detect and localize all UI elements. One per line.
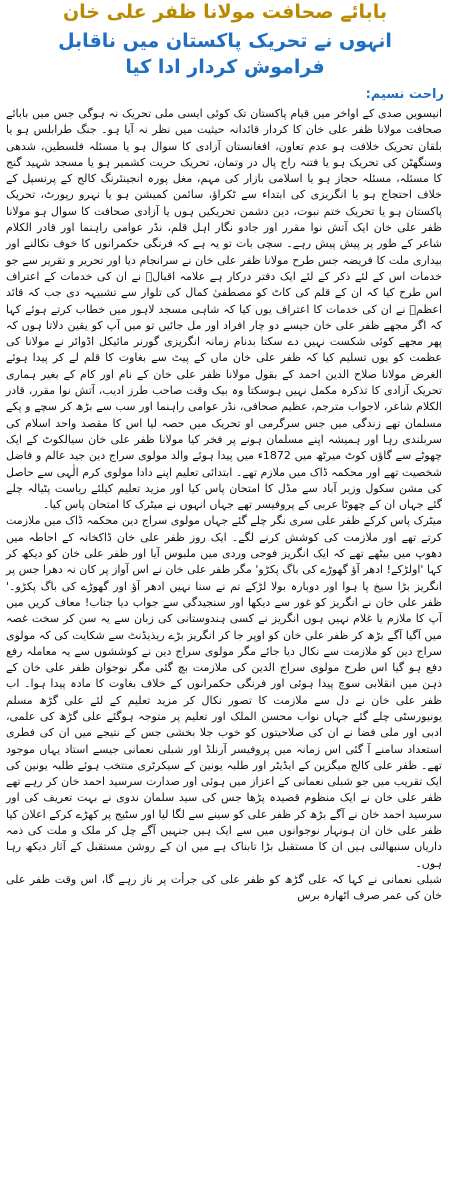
author-byline: راحت نسیم:	[365, 87, 444, 102]
headline-line-2: انہوں نے تحریک پاکستان میں ناقابل	[58, 30, 392, 52]
article-paragraph: شبلی نعمانی نے کہا کہ علی گڑھ کو ظفر علی کی جرأت پر ناز رہے گا، اس وقت ظفر علی خان کی عمر صرف اٹھارہ برس	[6, 872, 442, 903]
article-paragraph: میٹرک پاس کرکے ظفر علی سری نگر چلے گئے جہاں مولوی سراج دین محکمہ ڈاک میں ملازمت کرتے تھے اور ملازمت کی کوشش کرنے لگے۔ ایک روز ظفر علی خان ڈاکخانہ کے احاطہ میں دھوپ میں بیٹھے تھے کہ ایک انگریز فوجی وردی میں ملبوس آیا اور ظفر علی خان کو دیکھ کر کہا 'اولڑکے! ادھر آؤ گھوڑے کی باگ پکڑو' مگر ظفر علی خان نے اس آواز پر کان نہ دھرا جس پر انگریز بڑا سیخ پا ہوا اور دوبارہ بولا لڑکے تم نے سنا نہیں ادھر آؤ اور گھوڑے کی باگ پکڑو۔' ظفر علی خان نے انگریز کو غور سے دیکھا اور سنجیدگی سے جواب دیا جناب! معاف کریں میں آپ کا ملازم یا غلام نہیں ہوں انگریز نے کسی ہندوستانی کی زبان سے یہ سن کر سخت غصہ میں آگیا آگے بڑھ کر ظفر علی خان کو اوپر جا کر انگریز بڑے ریذیڈنٹ سے شکایت کی کہ مولوی سراج دین کو ملازمت سے نکال دیا جائے مگر مولوی سراج دین نے کوششوں سے یہ معاملہ رفع دفع ہو گیا اس طرح مولوی سراج الدین کی ملازمت بچ گئی مگر نوجوان ظفر علی خان کے ذہن میں انقلابی سوچ پیدا ہوئی اور فرنگی حکمرانوں کے خلاف بغاوت کا مادہ پیدا ہوا۔ اب ظفر علی خان نے دل سے ملازمت کا تصور نکال کر مزید تعلیم کے لئے علی گڑھ مسلم یونیورسٹی چلے گئے جہاں نواب محسن الملک اور تعلیم پر متوجہ ہوگئے علی گڑھ کی علمی، ادبی اور ملی فضا نے ان کی صلاحیتوں کو خوب جلا بخشی جس کے نتیجے میں ان کی فطری استعداد سامنے آ گئی اس زمانہ میں پروفیسر آرنلڈ اور شبلی نعمانی جیسے استاد یہاں موجود تھے۔ ظفر علی کالج میگزین کے ایڈیٹر اور طلبہ یونین کے سیکرٹری منتخب ہوئے طلبہ یونین کی ایک تقریب میں جو شبلی نعمانی کے اعزاز میں ہوئی اور صدارت سرسید احمد خان کر رہے تھے ظفر علی خان نے ایک منظوم قصیدہ پڑھا جس کی سید سلمان ندوی نے بہت تعریف کی اور سرسید احمد خان نے آگے بڑھ کر ظفر علی کو سینے سے لگا لیا اور سٹیج پر کھڑے کرکے اعلان کیا ظفر علی خان ان ہونہار نوجوانوں میں سے ایک ہیں جنہیں آگے چل کر ملک و ملت کی ذمہ داریاں سنبھالنی ہیں ان کا مستقبل بڑا تابناک ہے میں ان کے روشن مستقبل کے آثار دیکھ رہا ہوں۔	[6, 514, 442, 870]
article-paragraph: انیسویں صدی کے اواخر میں قیام پاکستان تک کوئی ایسی ملی تحریک نہ ہوگی جس میں بابائے صحافت مولانا ظفر علی خان کا کردار قائدانہ حیثیت میں نظر نہ آیا ہو۔ جنگ طرابلس ہو یا بلقان تحریک خلافت ہو عدم تعاون، افغانستان آزادی کا سوال ہو یا مسئلہ فلسطین، شدھی وسنگھٹن کی تحریک ہو یا فتنہ راج پال در وتمان، تحریک حریت کشمیر ہو یا مسجد شہید گنج کا مسئلہ، مسئلہ حجاز ہو یا اسلامی بازار کی مہم، مغل پورہ انجینئرنگ کالج کے پرنسپل کے خلاف احتجاج ہو یا انگریزی کی ابتداء سے ٹکراؤ، سائمن کمیشن ہو یا نہرو رپورٹ، تحریک پاکستان ہو یا تحریک ختم نبوت، دین دشمن تحریکیں ہوں یا آزادی صحافت کا سوال ہو مولانا ظفر علی خان ایک آتش نوا مقرر اور جادو نگار اہل قلم، نڈر عوامی راہنما اور قادر الکلام شاعر کے طور پر پیش پیش رہے۔ سچی بات تو یہ ہے کہ فرنگی حکمرانوں کا خوف نکالنے اور بیداری ملت کا فریضہ جس طرح مولانا ظفر علی خان نے سرانجام دیا اور تحریر و تقریر سے جو خدمات اس کے لئے ذکر کے لئے ایک دفتر درکار ہے علامہ اقبالؒ نے ان کی خدمات کے اعتراف اس طرح کیا کہ ان کے قلم کی کاٹ کو مصطفیٰ کمال کی تلوار سے تشبیہہ دی جب کہ قائد اعظمؒ نے ان کی خدمات کا اعتراف یوں کیا کہ شاہی مسجد لاہور میں خطاب کرتے ہوئے کہا کہ اگر مجھے ظفر علی خان جیسے دو چار افراد اور مل جائیں تو میں آپ کو یقین دلاتا ہوں کہ پھر مجھے کوئی شکست نہیں دے سکتا بدنام زمانہ انگریزی گورنر مائیکل اڈوائر نے مولانا کی عظمت کو یوں تسلیم کیا کہ ظفر علی خان ماں کے پیٹ سے بغاوت کا قلم لے کر پیدا ہوئے الغرض مولانا صلاح الدین احمد کے بقول مولانا ظفر علی خان کے نام اور کام کے بغیر ہماری تحریک آزادی کا تذکرہ مکمل نہیں ہوسکتا وہ بیک وقت صاحب طرز ادیب، آتش نوا مقرر، قادر الکلام شاعر، لاجواب مترجم، عظیم صحافی، نڈر عوامی راہنما اور سب سے بڑھ کر سچے و پکے مسلمان تھے زندگی میں جس سرگرمی او تحریک میں حصہ لیا اس کا مقصد واحد اسلام کی سربلندی رہا اور ہمیشہ اپنے مسلمان ہونے پر فخر کیا مولانا ظفر علی خان سیالکوٹ کے ایک چھوٹے سے گاؤں کوٹ میرٹھ میں 1872ء میں پیدا ہوئے والد مولوی سراج دین جید عالم و فاضل شخصیت تھے اور محکمہ ڈاک میں ملازم تھے۔ ابتدائی تعلیم اپنے دادا مولوی کرم الٰہی سے حاصل کی مشن سکول وزیر آباد سے مڈل کا امتحان پاس کیا اور مزید تعلیم کیلئے ریاست پٹیالہ چلے گئے جہاں ان کے چھوٹا عربی کے پروفیسر تھے جہاں انہوں نے میٹرک کا امتحان پاس کیا۔	[6, 107, 442, 512]
headline-line-1: بابائے صحافت مولانا ظفر علی خان	[62, 1, 388, 23]
headline-line-3: فراموش کردار ادا کیا	[125, 56, 325, 78]
article-body	[0, 104, 450, 905]
